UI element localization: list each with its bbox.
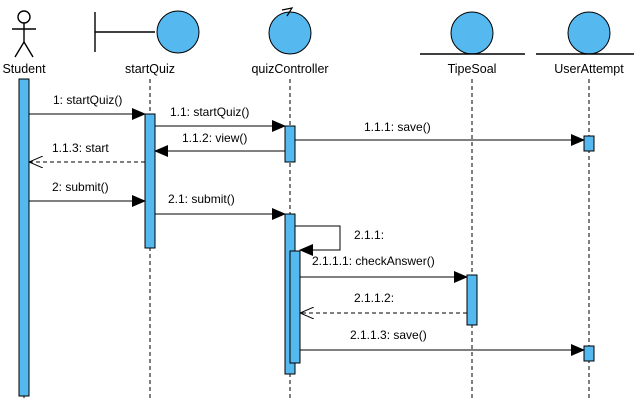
message-label: 2.1.1.3: save() <box>350 328 427 342</box>
activation-student <box>19 79 29 396</box>
message-label: 1.1: startQuiz() <box>170 105 250 119</box>
message-label: 2: submit() <box>52 180 109 194</box>
message-label: 1.1.3: start <box>52 141 109 155</box>
activation-quizcontroller-nested <box>290 251 300 363</box>
activation-userattempt-1 <box>584 136 594 151</box>
message-label: 2.1.1.1: checkAnswer() <box>312 254 435 268</box>
entity-icon <box>420 12 525 54</box>
message-label: 1.1.2: view() <box>182 131 248 145</box>
message-2-1-1-2 <box>300 291 467 313</box>
message-1-1 <box>155 105 285 126</box>
activation-tipesoal <box>467 275 477 325</box>
message-label: 2.1.1: <box>354 228 385 242</box>
message-1 <box>29 93 145 114</box>
message-2-1-1-1 <box>300 254 467 277</box>
control-icon <box>269 8 311 54</box>
message-label: 2.1.1.2: <box>354 291 395 305</box>
activation-userattempt-2 <box>584 346 594 361</box>
message-2-1-1-3 <box>300 328 584 350</box>
participant-userattempt <box>536 12 634 76</box>
participant-student <box>2 11 46 76</box>
participant-quizcontroller <box>251 8 328 76</box>
entity-icon <box>536 12 634 54</box>
participant-student-label: Student <box>2 62 46 76</box>
message-1-1-2 <box>155 131 285 151</box>
message-label: 1.1.1: save() <box>364 120 431 134</box>
activation-quizcontroller-1 <box>285 126 295 162</box>
participant-startquiz <box>95 11 199 76</box>
participant-userattempt-label: UserAttempt <box>554 62 624 76</box>
participant-quizcontroller-label: quizController <box>251 62 329 76</box>
actor-icon <box>12 11 36 57</box>
message-label: 2.1: submit() <box>168 192 235 206</box>
message-1-1-1 <box>295 120 584 140</box>
participant-tipesoal-label: TipeSoal <box>447 62 497 76</box>
boundary-icon <box>95 11 199 53</box>
activation-startquiz <box>145 114 155 248</box>
message-2 <box>29 180 145 201</box>
participant-tipesoal <box>420 12 525 76</box>
message-1-1-3 <box>29 141 145 162</box>
participant-startquiz-label: startQuiz <box>124 62 176 76</box>
message-label: 1: startQuiz() <box>53 93 123 107</box>
message-2-1-1 <box>295 226 384 250</box>
message-2-1 <box>155 192 285 214</box>
